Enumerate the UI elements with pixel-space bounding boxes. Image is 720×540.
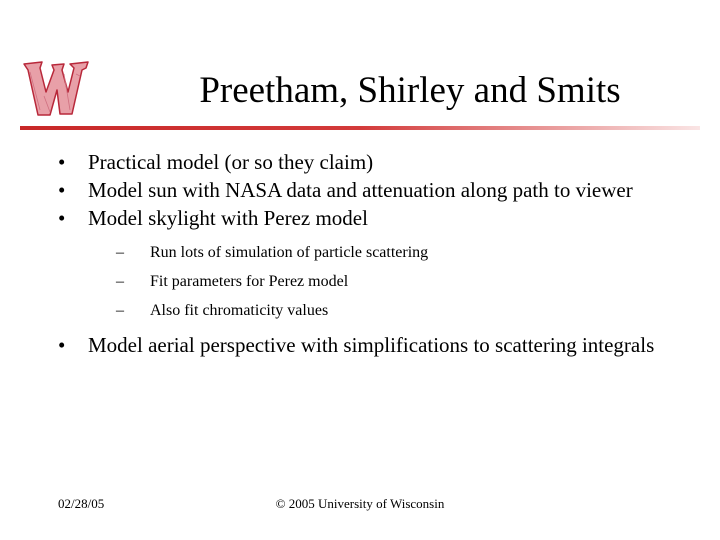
bullet-item bbox=[58, 206, 678, 321]
sub-bullet-item bbox=[116, 272, 678, 292]
slide-title: Preetham, Shirley and Smits bbox=[199, 70, 621, 111]
footer-date: 02/28/05 bbox=[58, 496, 105, 511]
bullet-dot: • bbox=[58, 178, 66, 202]
sub-bullet-dash: – bbox=[116, 273, 124, 290]
bullet-list bbox=[58, 150, 678, 361]
bullet-text: Model sun with NASA data and attenuation along path to viewer bbox=[88, 178, 633, 202]
bullet-text: Model skylight with Perez model bbox=[88, 206, 368, 230]
bullet-dot: • bbox=[58, 333, 66, 357]
bullet-dot: • bbox=[58, 150, 66, 174]
sub-bullet-dash: – bbox=[116, 244, 124, 261]
bullet-dot: • bbox=[58, 206, 66, 230]
bullet-item bbox=[58, 178, 678, 203]
bullet-item bbox=[58, 333, 678, 358]
bullet-text: Practical model (or so they claim) bbox=[88, 150, 374, 174]
sub-bullet-text: Run lots of simulation of particle scattering bbox=[150, 244, 429, 261]
wisconsin-w-logo bbox=[20, 52, 92, 124]
sub-bullet-text: Also fit chromaticity values bbox=[150, 302, 329, 319]
bullet-item bbox=[58, 150, 678, 175]
title-divider bbox=[20, 126, 700, 130]
bullet-text: Model aerial perspective with simplifications to scattering integrals bbox=[88, 333, 655, 357]
sub-bullet-item bbox=[116, 243, 678, 263]
sub-bullet-text: Fit parameters for Perez model bbox=[150, 273, 349, 290]
sub-bullet-list bbox=[88, 243, 678, 321]
sub-bullet-dash: – bbox=[116, 302, 124, 319]
footer-copyright: © 2005 University of Wisconsin bbox=[275, 496, 445, 511]
sub-bullet-item bbox=[116, 301, 678, 321]
